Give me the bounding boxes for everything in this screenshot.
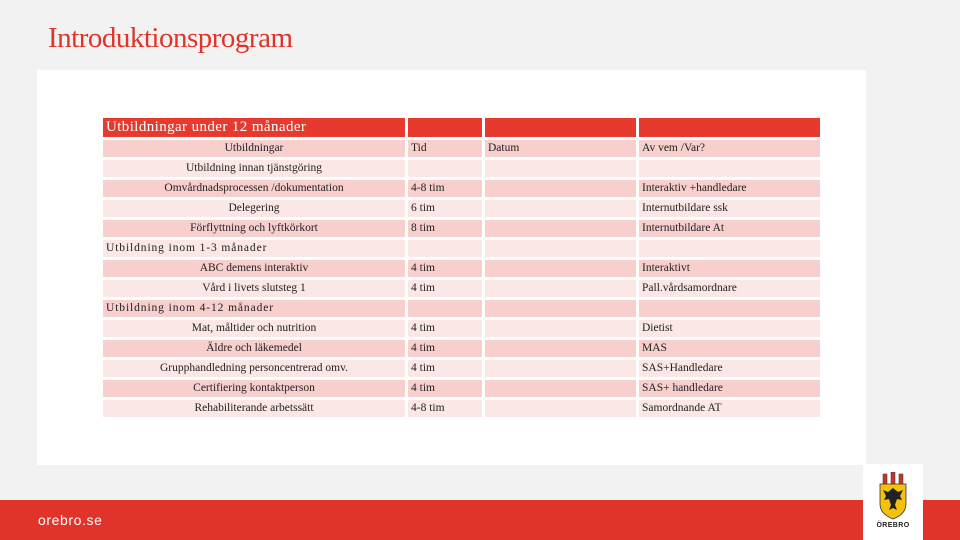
course-date xyxy=(485,180,636,197)
course-name: Omvårdnadsprocessen /dokumentation xyxy=(103,180,405,197)
course-date xyxy=(485,220,636,237)
table-header-title: Utbildningar under 12 månader xyxy=(103,118,405,137)
course-provider: Samordnande AT xyxy=(639,400,820,417)
course-duration: 4 tim xyxy=(408,320,482,337)
table-header-cell xyxy=(639,118,820,137)
table-row xyxy=(103,340,820,357)
course-provider: Internutbildare At xyxy=(639,220,820,237)
table-header-cell xyxy=(485,118,636,137)
course-duration: 4 tim xyxy=(408,280,482,297)
table-row xyxy=(103,160,820,177)
course-name: Mat, måltider och nutrition xyxy=(103,320,405,337)
column-header-av-vem: Av vem /Var? xyxy=(639,140,820,157)
table-row xyxy=(103,220,820,237)
table-cell xyxy=(408,300,482,317)
column-header-row xyxy=(103,140,820,157)
training-table xyxy=(100,115,823,420)
column-header-tid: Tid xyxy=(408,140,482,157)
table-cell xyxy=(485,160,636,177)
course-date xyxy=(485,200,636,217)
course-name: Certifiering kontaktperson xyxy=(103,380,405,397)
course-provider: SAS+ handledare xyxy=(639,380,820,397)
course-provider: Pall.vårdsamordnare xyxy=(639,280,820,297)
course-duration: 4-8 tim xyxy=(408,400,482,417)
course-duration: 4 tim xyxy=(408,360,482,377)
course-name: Vård i livets slutsteg 1 xyxy=(103,280,405,297)
table-row xyxy=(103,180,820,197)
section-label: Utbildning inom 4-12 månader xyxy=(103,300,405,317)
table-row xyxy=(103,240,820,257)
table-cell xyxy=(639,160,820,177)
section-label: Utbildning innan tjänstgöring xyxy=(103,160,405,177)
table-row xyxy=(103,360,820,377)
course-name: ABC demens interaktiv xyxy=(103,260,405,277)
course-date xyxy=(485,340,636,357)
table-cell xyxy=(408,240,482,257)
orebro-coat-of-arms-icon xyxy=(876,472,910,520)
slide-title: Introduktionsprogram xyxy=(48,22,293,54)
course-duration: 6 tim xyxy=(408,200,482,217)
course-provider: Interaktiv +handledare xyxy=(639,180,820,197)
course-name: Rehabiliterande arbetssätt xyxy=(103,400,405,417)
table-row xyxy=(103,380,820,397)
site-link[interactable]: orebro.se xyxy=(38,512,103,528)
course-date xyxy=(485,400,636,417)
table-header-cell xyxy=(408,118,482,137)
table-cell xyxy=(639,240,820,257)
table-row xyxy=(103,400,820,417)
course-duration: 4 tim xyxy=(408,340,482,357)
course-provider: MAS xyxy=(639,340,820,357)
table-cell xyxy=(485,300,636,317)
course-name: Förflyttning och lyftkörkort xyxy=(103,220,405,237)
course-provider: Internutbildare ssk xyxy=(639,200,820,217)
table-row xyxy=(103,300,820,317)
table-cell xyxy=(639,300,820,317)
course-provider: Interaktivt xyxy=(639,260,820,277)
table-row xyxy=(103,200,820,217)
column-header-datum: Datum xyxy=(485,140,636,157)
course-date xyxy=(485,280,636,297)
course-duration: 8 tim xyxy=(408,220,482,237)
course-duration: 4 tim xyxy=(408,260,482,277)
course-provider: Dietist xyxy=(639,320,820,337)
orebro-logo xyxy=(863,464,923,540)
course-duration: 4-8 tim xyxy=(408,180,482,197)
course-name: Delegering xyxy=(103,200,405,217)
course-provider: SAS+Handledare xyxy=(639,360,820,377)
footer-bar xyxy=(0,500,960,540)
table-row xyxy=(103,260,820,277)
course-date xyxy=(485,320,636,337)
table-row xyxy=(103,280,820,297)
course-date xyxy=(485,380,636,397)
logo-text: ÖREBRO xyxy=(876,522,910,529)
course-name: Grupphandledning personcentrerad omv. xyxy=(103,360,405,377)
section-label: Utbildning inom 1-3 månader xyxy=(103,240,405,257)
table-row xyxy=(103,320,820,337)
table-header-row xyxy=(103,118,820,137)
course-name: Äldre och läkemedel xyxy=(103,340,405,357)
column-header-utbildningar: Utbildningar xyxy=(103,140,405,157)
course-date xyxy=(485,260,636,277)
course-date xyxy=(485,360,636,377)
course-duration: 4 tim xyxy=(408,380,482,397)
table-cell xyxy=(485,240,636,257)
table-cell xyxy=(408,160,482,177)
